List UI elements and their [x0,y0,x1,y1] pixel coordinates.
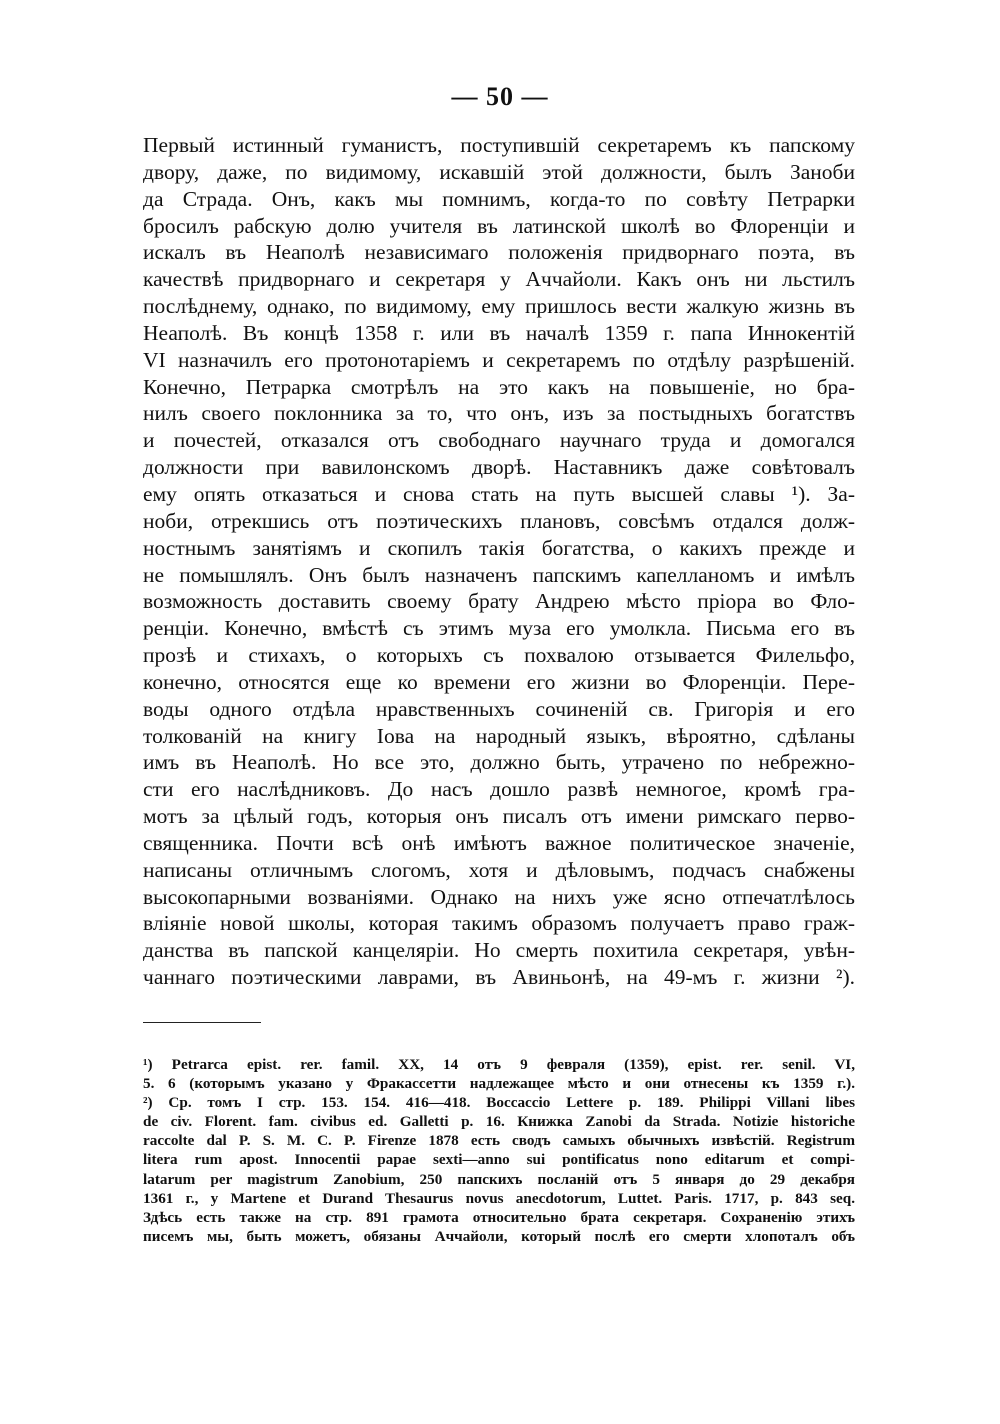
text-line: данства въ папской канцеляріи. Но смерть похитила секретаря, увѣн- [143,938,855,963]
footnote-line: litera rum apost. Innocentii papae sexti—anno sui pontificatus nono editarum et compi- [143,1151,855,1169]
text-line: качествѣ придворнаго и секретаря у Аччайоли. Какъ онъ ни льстилъ [143,267,855,292]
text-line: воды одного отдѣла нравственныхъ сочиненій св. Григорія и его [143,696,855,721]
footnote-line: latarum per magistrum Zanobium, 250 папскихъ посланій отъ 5 января до 29 декабря [143,1170,855,1188]
footnotes [143,1055,855,1246]
text-line: не помышлялъ. Онъ былъ назначенъ папскимъ капелланомъ и имѣлъ [143,562,855,587]
footnote-line: 1361 г., у Martene et Durand Thesaurus novus anecdotorum, Luttet. Paris. 1717, p. 843 seq. [143,1189,855,1207]
text-line: сти его наслѣдниковъ. До насъ дошло развѣ немногое, кромѣ гра- [143,777,855,802]
footnote-line: raccolte dal P. S. M. C. P. Firenze 1878 есть сводъ самыхъ обычныхъ извѣстій. Registrum [143,1132,855,1150]
text-line: мотъ за цѣлый годъ, которыя онъ писалъ отъ имени римскаго перво- [143,804,855,829]
text-line: конечно, относятся еще ко времени его жизни во Флоренціи. Пере- [143,669,855,694]
text-line: прозѣ и стихахъ, о которыхъ съ похвалою отзывается Филельфо, [143,643,855,668]
text-line: вліяніе новой школы, которая такимъ образомъ получаетъ право граж- [143,911,855,936]
main-text [143,132,855,991]
text-line: возможность доставить своему брату Андрею мѣсто пріора во Фло- [143,589,855,614]
text-line: толкованій на книгу Іова на народный языкъ, вѣроятно, сдѣланы [143,723,855,748]
text-line: бросилъ рабскую долю учителя въ латинской школѣ во Флоренціи и [143,213,855,238]
text-line: ноби, отрекшись отъ поэтическихъ плановъ, совсѣмъ отдался долж- [143,508,855,533]
text-line: искалъ въ Неаполѣ независимаго положенія придворнаго поэта, въ [143,240,855,265]
text-line: послѣднему, однако, по видимому, ему пришлось вести жалкую жизнь въ [143,294,855,319]
text-line: ностнымъ занятіямъ и скопилъ такія богатства, о какихъ прежде и [143,535,855,560]
text-line: должности при вавилонскомъ дворѣ. Наставникъ даже совѣтовалъ [143,455,855,480]
footnote-line: de civ. Florent. fam. civibus ed. Galletti p. 16. Книжка Zanobi da Strada. Notizie historiche [143,1113,855,1131]
text-line: нилъ своего поклонника за то, что онъ, изъ за постыдныхъ богатствъ [143,401,855,426]
text-line: высокопарными возваніями. Однако на нихъ уже ясно отпечатлѣлось [143,884,855,909]
footnote-divider [143,1022,261,1023]
text-line: и почестей, отказался отъ свободнаго научнаго труда и домогался [143,428,855,453]
text-line: имъ въ Неаполѣ. Но все это, должно быть, утрачено по небрежно- [143,750,855,775]
text-line: священника. Почти всѣ онѣ имѣютъ важное политическое значеніе, [143,830,855,855]
footnote-line: ¹) Petrarca epist. rer. famil. XX, 14 отъ 9 февраля (1359), epist. rer. senil. VI, [143,1056,855,1073]
footnote-line: писемъ мы, быть можетъ, обязаны Аччайоли, который послѣ его смерти хлопоталъ объ [143,1227,855,1245]
text-line: чаннаго поэтическими лаврами, въ Авиньонѣ, на 49-мъ г. жизни ²). [143,965,855,990]
footnote-line: ²) Ср. томъ I стр. 153. 154. 416—418. Boccaccio Lettere p. 189. Philippi Villani libes [143,1094,855,1112]
text-line: ему опять отказаться и снова стать на путь высшей славы ¹). За- [143,481,855,506]
footnote-line: 5. 6 (которымъ указано у Фракассетти надлежащее мѣсто и они отнесены къ 1359 г.). [143,1075,855,1093]
text-line: Первый истинный гуманистъ, поступившій секретаремъ къ папскому [143,133,855,157]
text-line: написаны отличнымъ слогомъ, хотя и дѣловымъ, подчасъ снабжены [143,857,855,882]
text-line: Неаполѣ. Въ концѣ 1358 г. или въ началѣ 1359 г. папа Иннокентій [143,320,855,345]
page-number: — 50 — [451,82,549,111]
text-line: двору, даже, по видимому, искавшій этой должности, былъ Заноби [143,159,855,184]
text-line: ренціи. Конечно, вмѣстѣ съ этимъ муза его умолкла. Письма его въ [143,616,855,641]
footnote-line: Здѣсь есть также на стр. 891 грамота относительно брата секретаря. Сохраненію этихъ [143,1208,855,1226]
text-line: да Страда. Онъ, какъ мы помнимъ, когда-то по совѣту Петрарки [143,186,855,211]
text-line: VI назначилъ его протонотаріемъ и секретаремъ по отдѣлу разрѣшеній. [143,347,855,372]
text-line: Конечно, Петрарка смотрѣлъ на это какъ на повышеніе, но бра- [143,374,855,399]
